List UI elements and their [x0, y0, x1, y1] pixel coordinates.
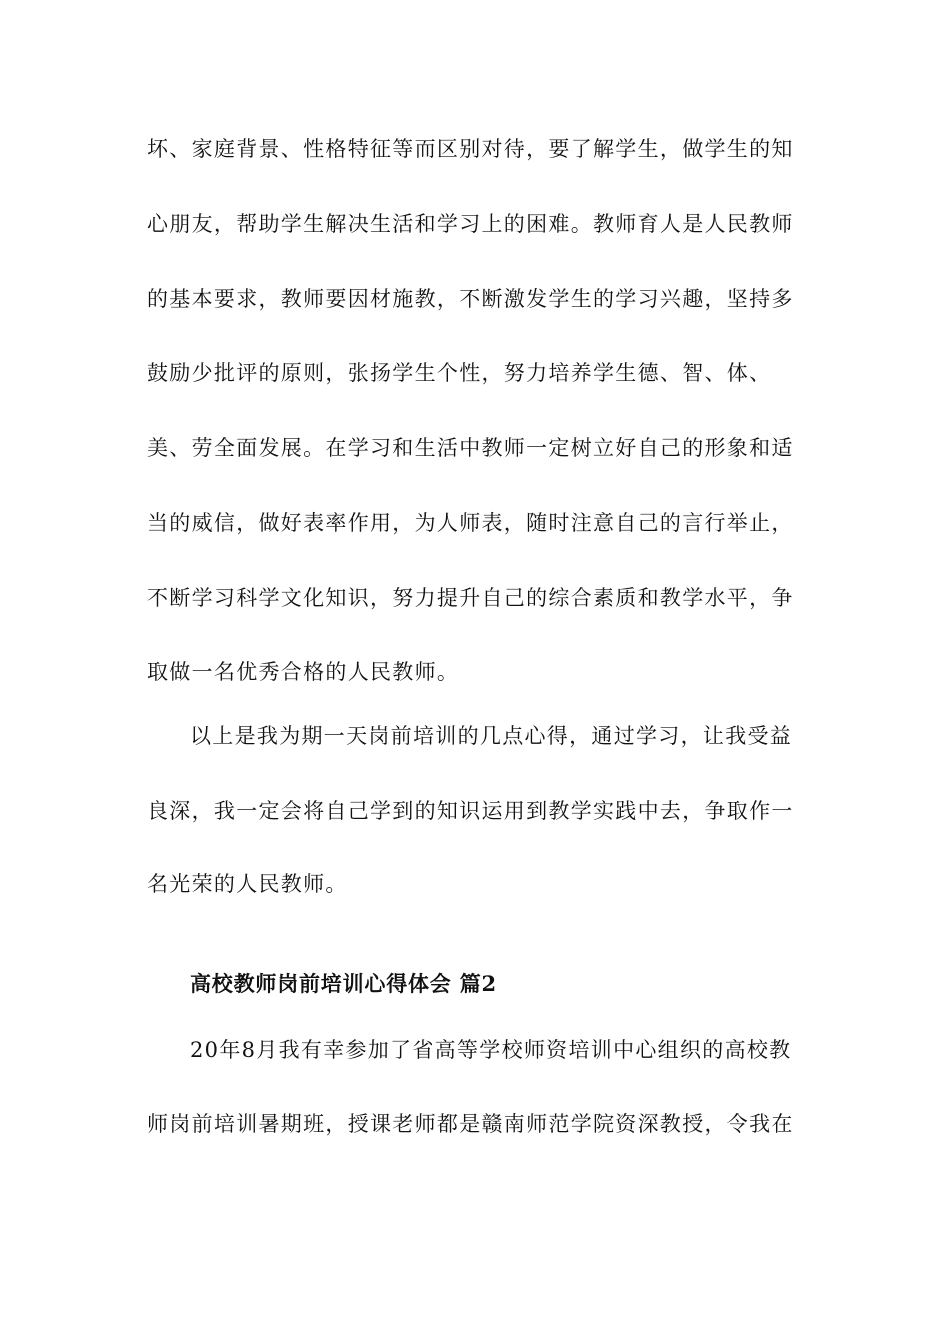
- paragraph-line: 美、劳全面发展。在学习和生活中教师一定树立好自己的形象和适: [147, 436, 794, 460]
- paragraph-line: 以上是我为期一天岗前培训的几点心得，通过学习，让我受益: [190, 724, 793, 748]
- paragraph-line: 良深，我一定会将自己学到的知识运用到教学实践中去，争取作一: [147, 799, 794, 823]
- paragraph-line: 不断学习科学文化知识，努力提升自己的综合素质和教学水平，争: [147, 586, 794, 610]
- paragraph-line: 鼓励少批评的原则，张扬学生个性，努力培养学生德、智、体、: [147, 361, 772, 385]
- paragraph-line: 名光荣的人民教师。: [147, 872, 348, 896]
- paragraph-line: 20年8月我有幸参加了省高等学校师资培训中心组织的高校教: [190, 1038, 792, 1062]
- paragraph-line: 师岗前培训暑期班，授课老师都是赣南师范学院资深教授，令我在: [147, 1112, 794, 1136]
- paragraph-line: 当的威信，做好表率作用，为人师表，随时注意自己的言行举止，: [147, 511, 794, 535]
- paragraph-line: 取做一名优秀合格的人民教师。: [147, 660, 460, 684]
- paragraph-line: 的基本要求，教师要因材施教，不断激发学生的学习兴趣，坚持多: [147, 287, 794, 311]
- paragraph-line: 心朋友，帮助学生解决生活和学习上的困难。教师育人是人民教师: [147, 212, 794, 236]
- section-heading: 高校教师岗前培训心得体会 篇2: [190, 971, 497, 996]
- paragraph-line: 坏、家庭背景、性格特征等而区别对待，要了解学生，做学生的知: [147, 137, 794, 161]
